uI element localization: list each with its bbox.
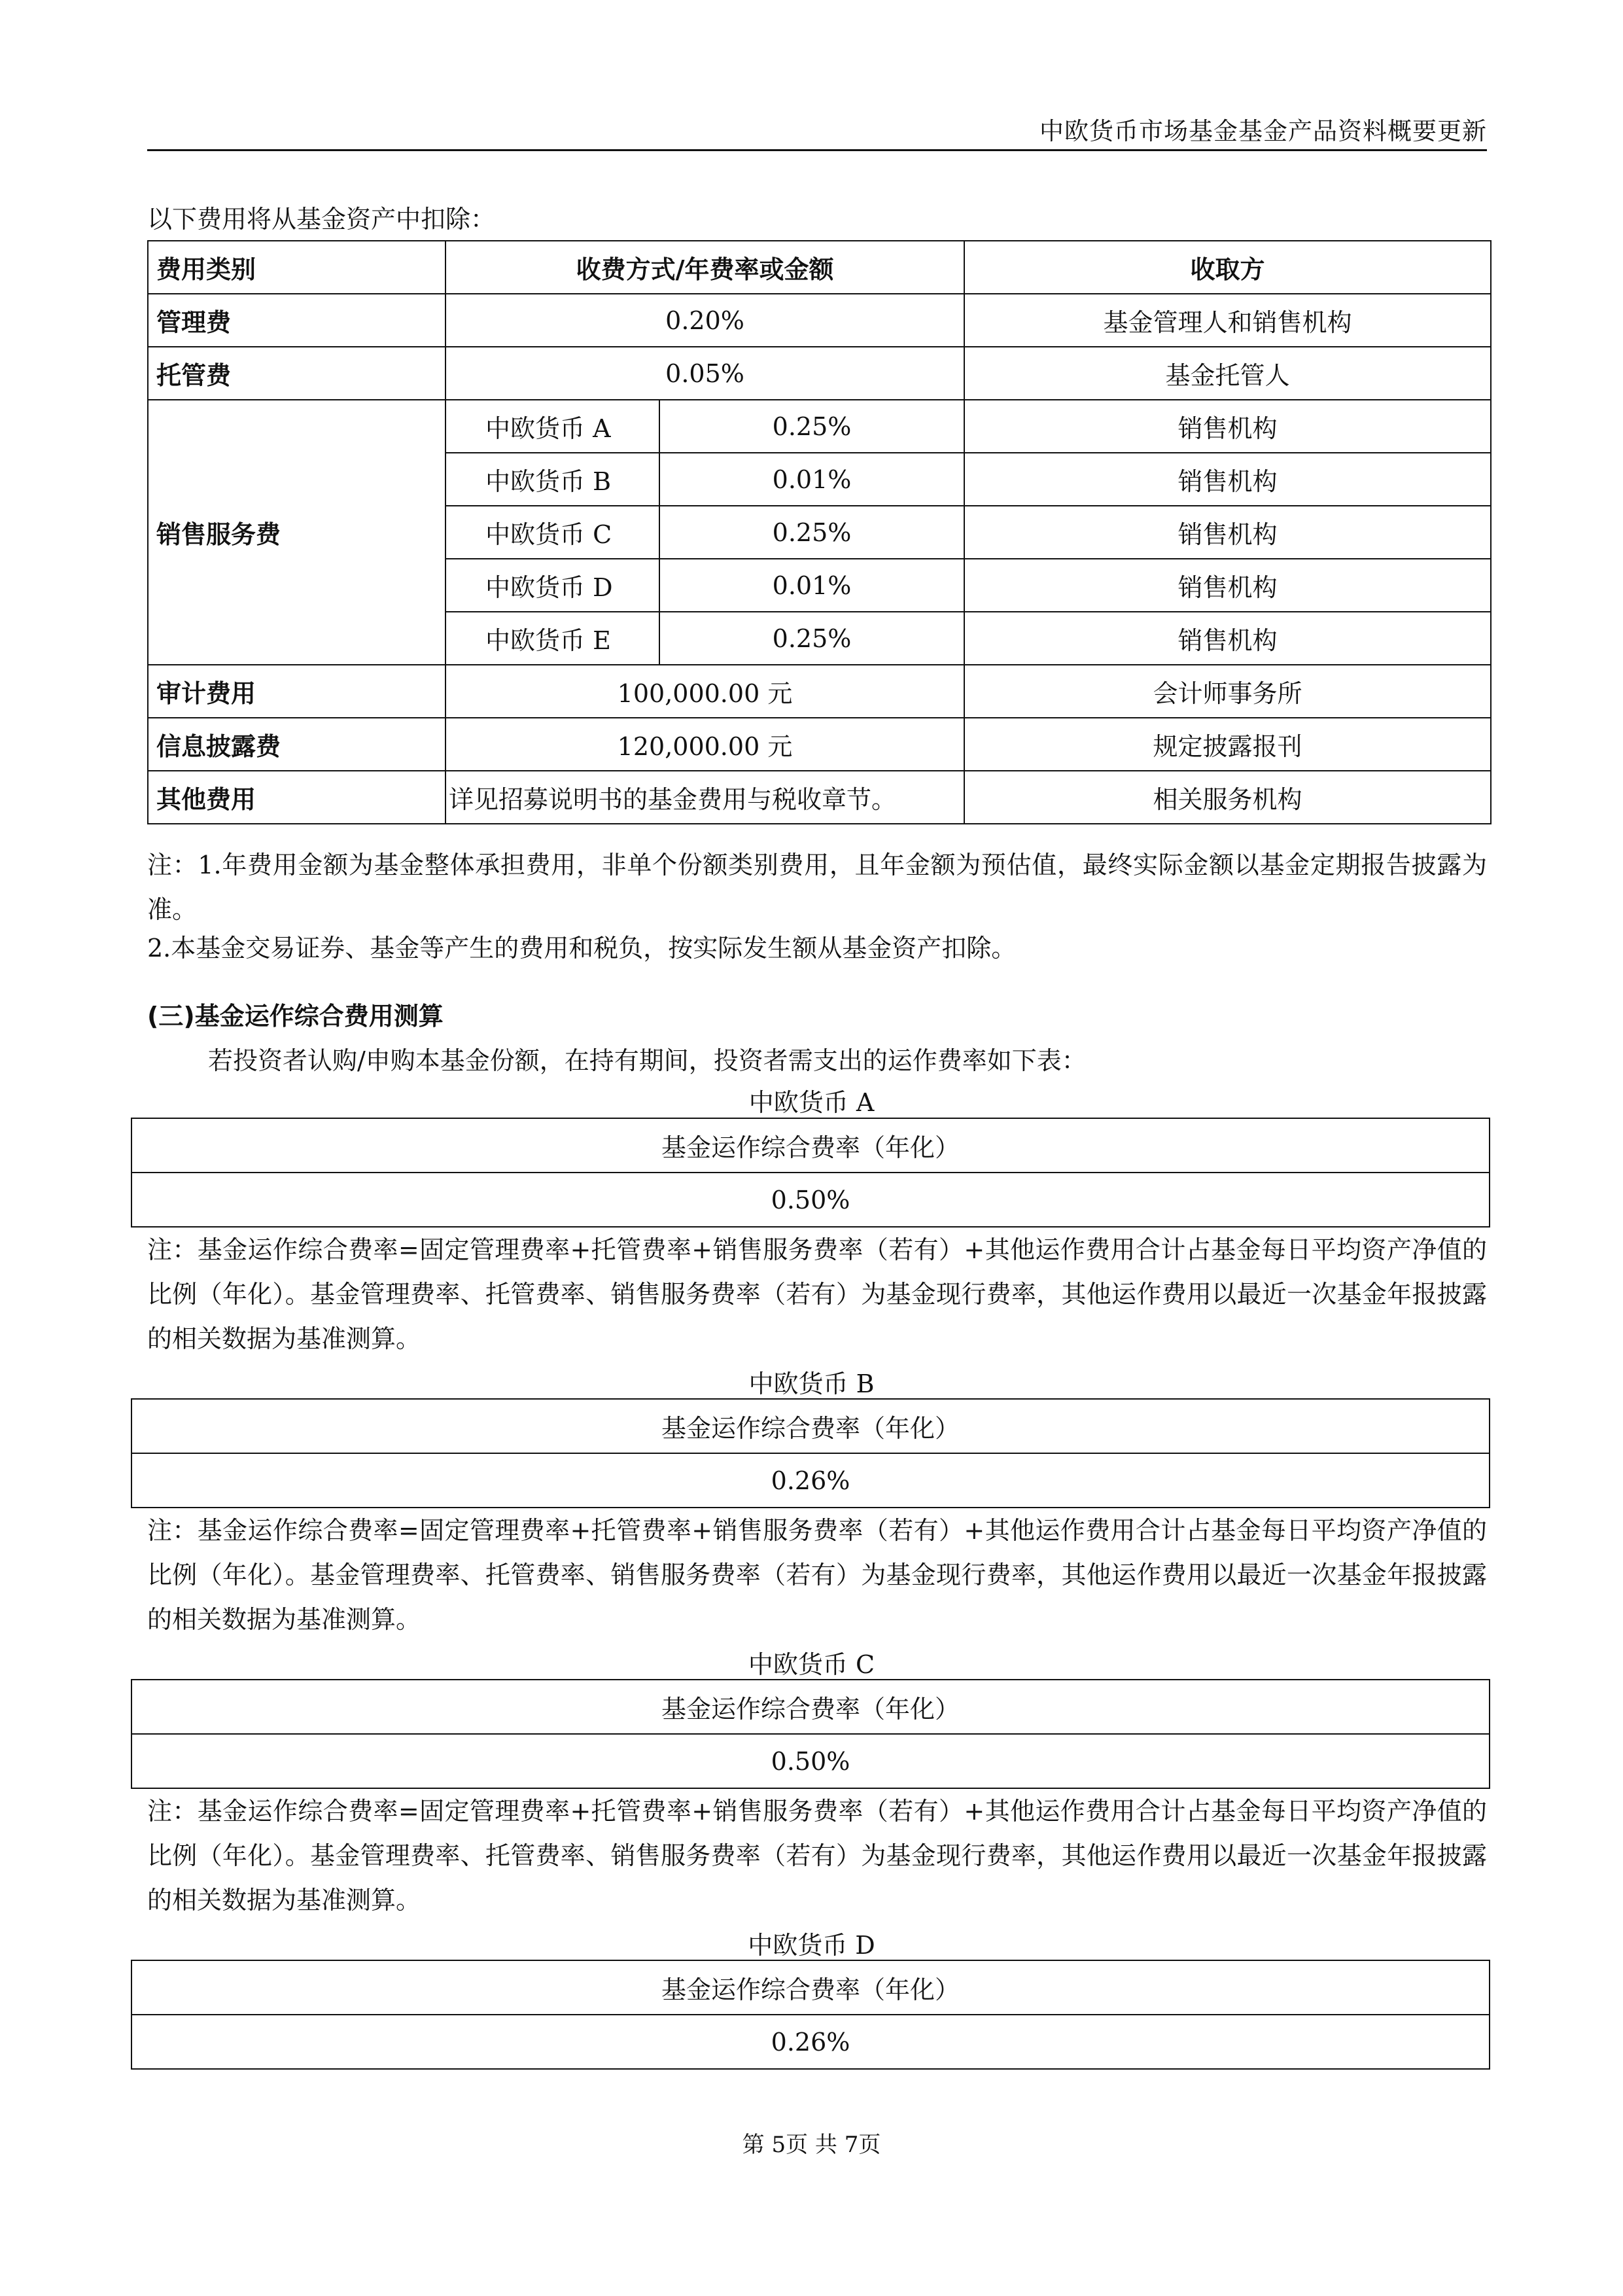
rate-table-header: 基金运作综合费率（年化） bbox=[131, 1118, 1490, 1173]
management-fee-payee: 基金管理人和销售机构 bbox=[964, 294, 1491, 347]
class-title-a: 中欧货币 A bbox=[748, 1088, 875, 1117]
rate-table-c bbox=[131, 1679, 1490, 1789]
sales-class-payee: 销售机构 bbox=[964, 400, 1491, 453]
rate-table-d bbox=[131, 1960, 1490, 2070]
custody-fee-rate: 0.05% bbox=[445, 347, 964, 400]
rate-table-value: 0.26% bbox=[131, 2015, 1490, 2069]
rate-table-value: 0.26% bbox=[131, 1453, 1490, 1508]
sales-class-name: 中欧货币 B bbox=[445, 453, 659, 506]
section-intro: 若投资者认购/申购本基金份额，在持有期间，投资者需支出的运作费率如下表： bbox=[208, 1046, 1087, 1075]
disclosure-fee-payee: 规定披露报刊 bbox=[964, 718, 1491, 771]
sales-class-rate: 0.01% bbox=[659, 559, 964, 612]
sales-class-payee: 销售机构 bbox=[964, 559, 1491, 612]
class-title-d: 中欧货币 D bbox=[748, 1931, 875, 1960]
header-payee: 收取方 bbox=[964, 241, 1491, 294]
sales-class-payee: 销售机构 bbox=[964, 453, 1491, 506]
page-number: 第 5页 共 7页 bbox=[742, 2132, 881, 2158]
sales-class-name: 中欧货币 E bbox=[445, 612, 659, 665]
rate-table-value: 0.50% bbox=[131, 1734, 1490, 1788]
fee-row-disclosure bbox=[148, 718, 1491, 771]
sales-class-rate: 0.25% bbox=[659, 400, 964, 453]
rate-table-header: 基金运作综合费率（年化） bbox=[131, 1960, 1490, 2015]
other-fee-desc: 详见招募说明书的基金费用与税收章节。 bbox=[445, 771, 964, 824]
sales-class-rate: 0.25% bbox=[659, 612, 964, 665]
header-fee-method: 收费方式/年费率或金额 bbox=[445, 241, 964, 294]
running-header: 中欧货币市场基金基金产品资料概要更新 bbox=[1039, 117, 1487, 145]
sales-class-name: 中欧货币 C bbox=[445, 506, 659, 559]
rate-table-header: 基金运作综合费率（年化） bbox=[131, 1399, 1490, 1453]
sales-class-rate: 0.25% bbox=[659, 506, 964, 559]
header-rule bbox=[147, 149, 1487, 151]
header-fee-type: 费用类别 bbox=[148, 241, 445, 294]
sales-class-payee: 销售机构 bbox=[964, 612, 1491, 665]
other-fee-payee: 相关服务机构 bbox=[964, 771, 1491, 824]
fee-row-audit bbox=[148, 665, 1491, 718]
audit-fee-payee: 会计师事务所 bbox=[964, 665, 1491, 718]
fee-intro: 以下费用将从基金资产中扣除： bbox=[147, 205, 496, 234]
disclosure-fee-label: 信息披露费 bbox=[148, 718, 445, 771]
fee-row-other bbox=[148, 771, 1491, 824]
rate-note-b: 注：基金运作综合费率=固定管理费率+托管费率+销售服务费率（若有）+其他运作费用合计占基金每日平均资产净值的比例（年化）。基金管理费率、托管费率、销售服务费率（若有）为基金现行费率，其他运作费用以最近一次基金年报披露的相关数据为基准测算。 bbox=[147, 1516, 1487, 1634]
sales-class-name: 中欧货币 D bbox=[445, 559, 659, 612]
disclosure-fee-amount: 120,000.00 元 bbox=[445, 718, 964, 771]
sales-class-payee: 销售机构 bbox=[964, 506, 1491, 559]
audit-fee-label: 审计费用 bbox=[148, 665, 445, 718]
section-heading: (三)基金运作综合费用测算 bbox=[147, 1002, 444, 1031]
fee-table-header-row bbox=[148, 241, 1491, 294]
management-fee-rate: 0.20% bbox=[445, 294, 964, 347]
rate-table-b bbox=[131, 1398, 1490, 1508]
audit-fee-amount: 100,000.00 元 bbox=[445, 665, 964, 718]
rate-table-a bbox=[131, 1118, 1490, 1227]
rate-note-a: 注：基金运作综合费率=固定管理费率+托管费率+销售服务费率（若有）+其他运作费用合计占基金每日平均资产净值的比例（年化）。基金管理费率、托管费率、销售服务费率（若有）为基金现行费率，其他运作费用以最近一次基金年报披露的相关数据为基准测算。 bbox=[147, 1235, 1487, 1353]
custody-fee-label: 托管费 bbox=[148, 347, 445, 400]
fee-row-management bbox=[148, 294, 1491, 347]
custody-fee-payee: 基金托管人 bbox=[964, 347, 1491, 400]
rate-table-header: 基金运作综合费率（年化） bbox=[131, 1680, 1490, 1734]
sales-class-name: 中欧货币 A bbox=[445, 400, 659, 453]
fee-note-1: 注：1.年费用金额为基金整体承担费用，非单个份额类别费用，且年金额为预估值，最终实际金额以基金定期报告披露为准。 bbox=[147, 851, 1487, 924]
rate-note-c: 注：基金运作综合费率=固定管理费率+托管费率+销售服务费率（若有）+其他运作费用合计占基金每日平均资产净值的比例（年化）。基金管理费率、托管费率、销售服务费率（若有）为基金现行费率，其他运作费用以最近一次基金年报披露的相关数据为基准测算。 bbox=[147, 1797, 1487, 1915]
class-title-c: 中欧货币 C bbox=[748, 1650, 875, 1679]
fee-table bbox=[147, 240, 1492, 824]
other-fee-label: 其他费用 bbox=[148, 771, 445, 824]
fee-row-custody bbox=[148, 347, 1491, 400]
rate-table-value: 0.50% bbox=[131, 1173, 1490, 1227]
class-title-b: 中欧货币 B bbox=[748, 1369, 875, 1398]
fee-row-sales-service bbox=[148, 400, 1491, 453]
management-fee-label: 管理费 bbox=[148, 294, 445, 347]
fee-note-2: 2.本基金交易证券、基金等产生的费用和税负，按实际发生额从基金资产扣除。 bbox=[147, 934, 1017, 963]
sales-class-rate: 0.01% bbox=[659, 453, 964, 506]
sales-service-fee-label: 销售服务费 bbox=[148, 400, 445, 665]
